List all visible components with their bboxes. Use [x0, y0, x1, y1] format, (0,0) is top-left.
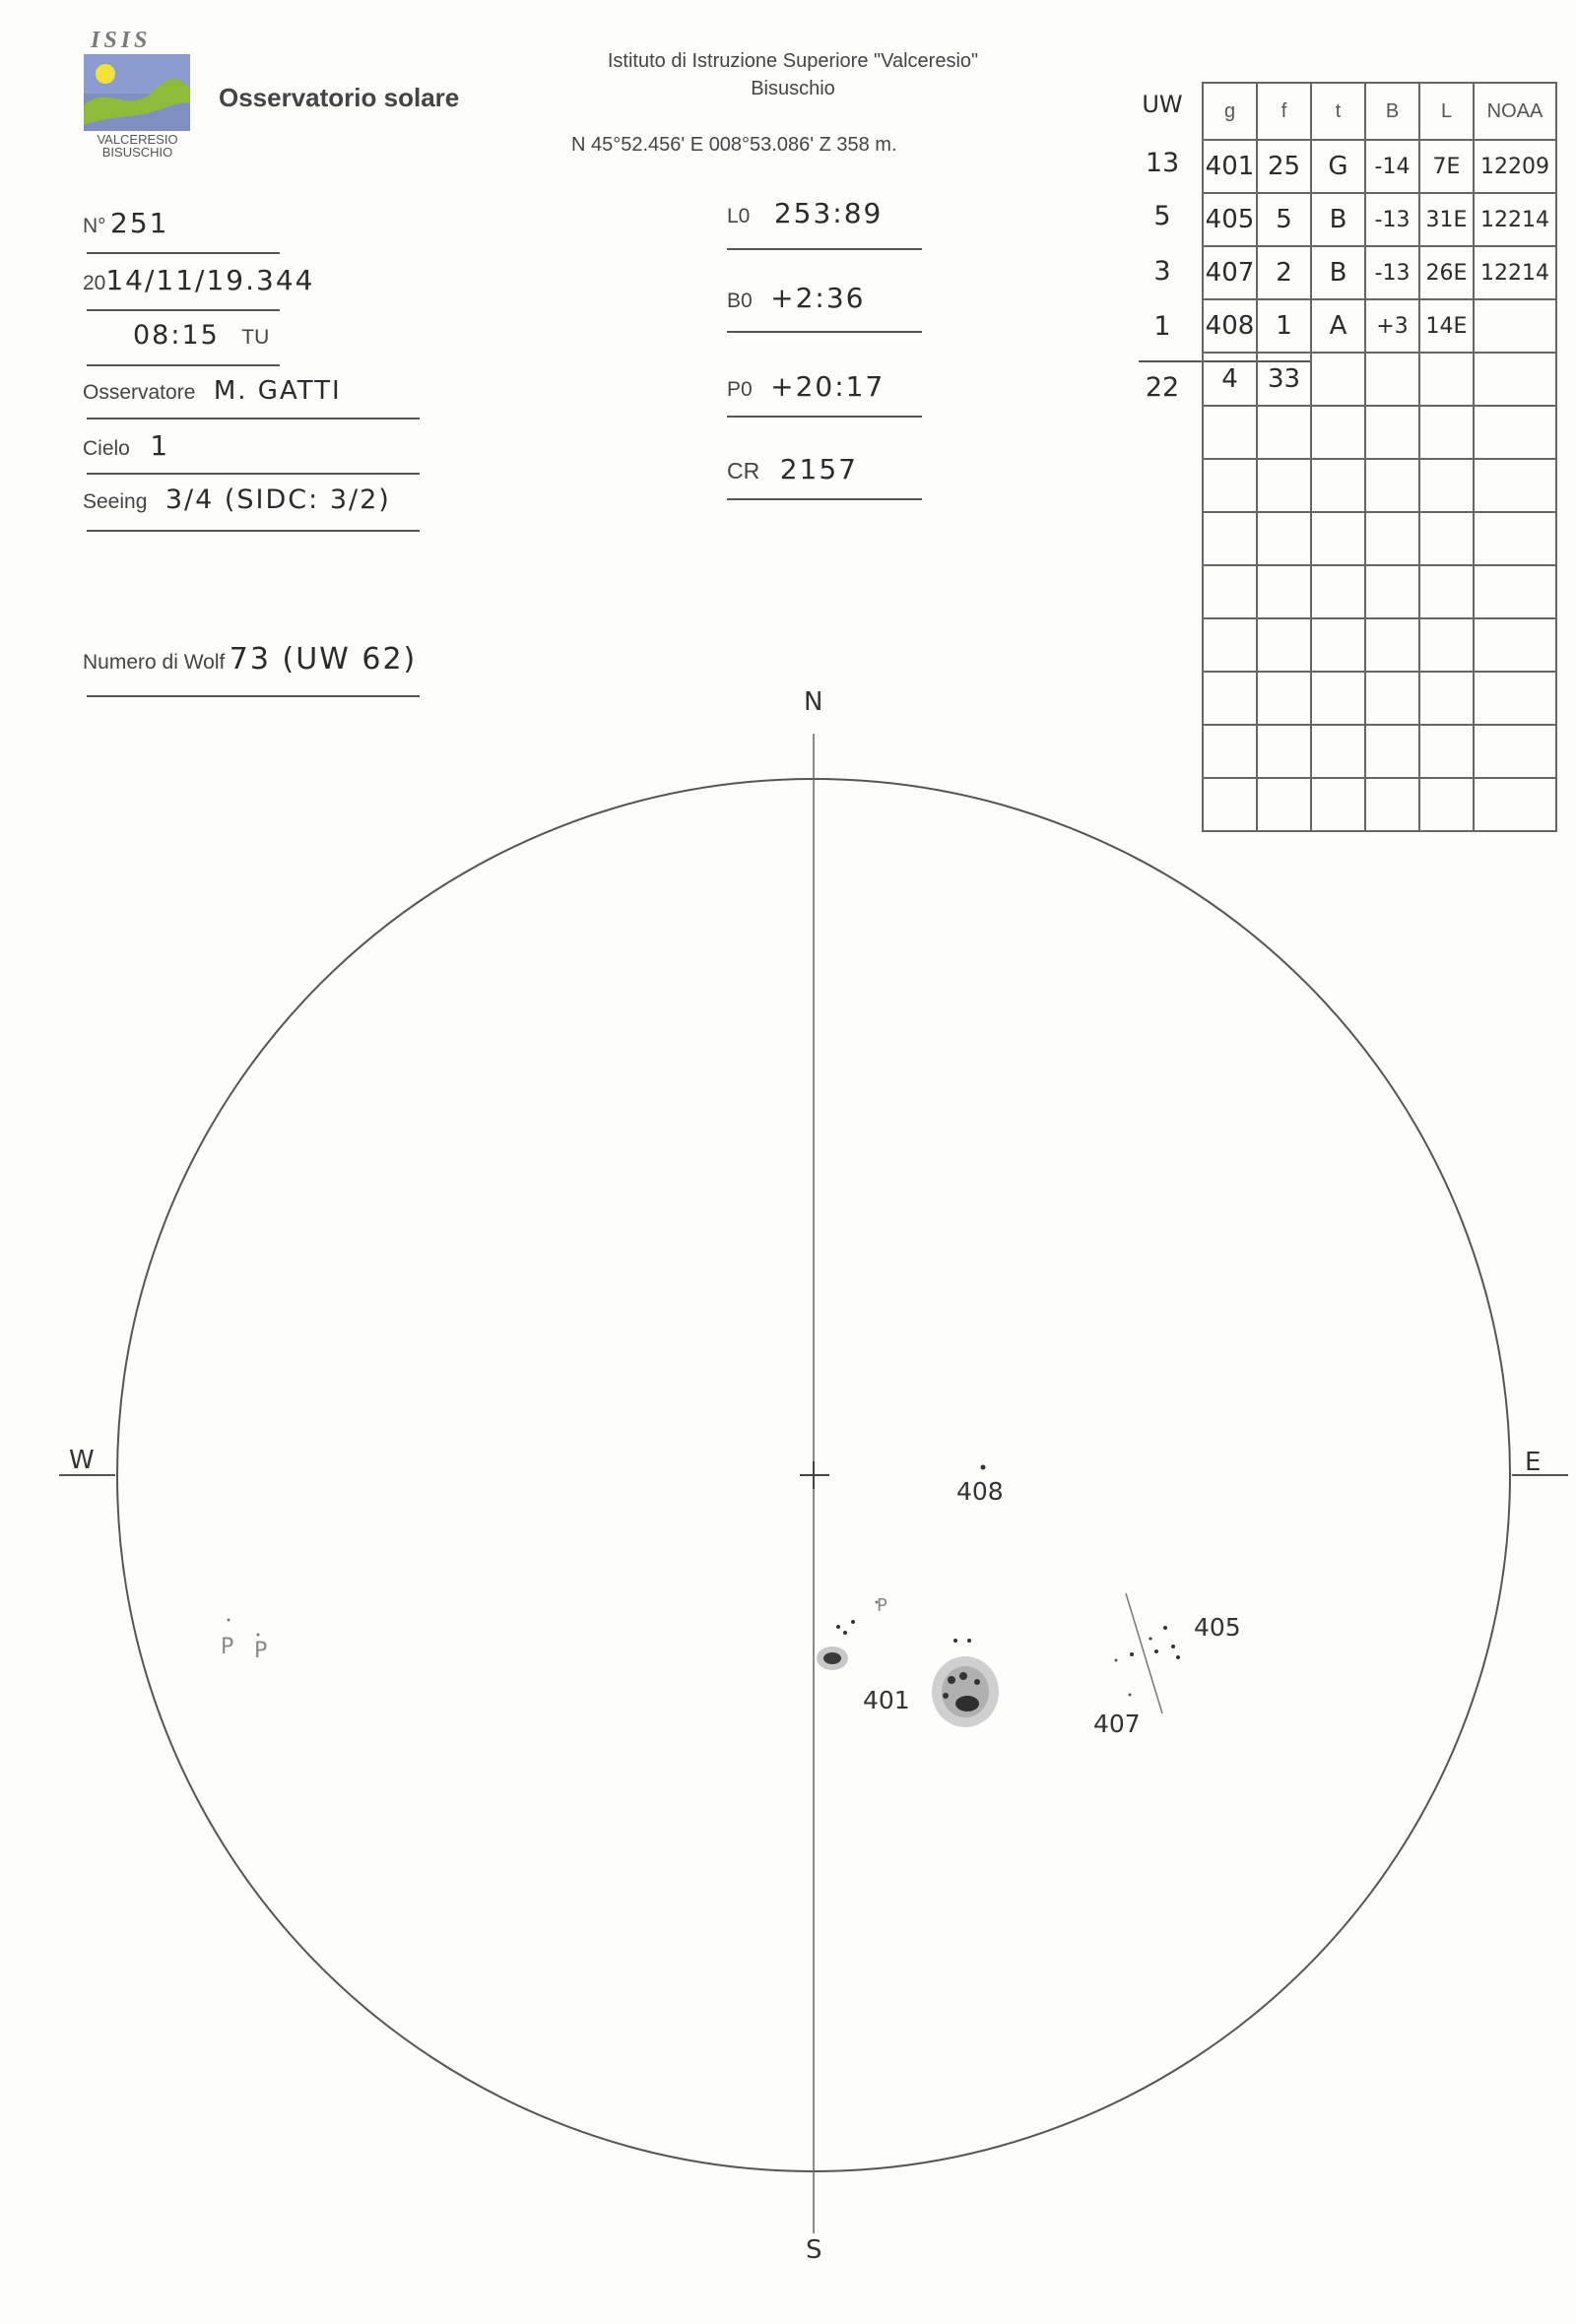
b0-value: +2:36	[770, 282, 866, 314]
date-value: 14/11/19.344	[105, 264, 315, 296]
group-401-label: 401	[863, 1686, 910, 1714]
cell-l: 7E	[1419, 140, 1474, 193]
station-coordinates: N 45°52.456' E 008°53.086' Z 358 m.	[571, 134, 897, 156]
sunspot-401-small	[967, 1639, 971, 1643]
header-t: t	[1311, 83, 1365, 140]
group-408-label: 408	[956, 1477, 1004, 1506]
uw-header: UW	[1142, 91, 1183, 118]
seeing-label: Seeing	[83, 490, 148, 513]
pore-mark: P	[254, 1639, 268, 1663]
sunspot-401-follower-spot	[959, 1672, 967, 1680]
p0-value: +20:17	[770, 370, 886, 403]
observer-value: M. GATTI	[213, 376, 342, 406]
east-label: E	[1525, 1448, 1542, 1477]
group-405-label: 405	[1194, 1613, 1241, 1642]
seeing-value: 3/4 (SIDC: 3/2)	[164, 484, 391, 515]
sky-label: Cielo	[83, 437, 130, 460]
sunspot-401-follower-spot	[943, 1693, 949, 1699]
cell-noaa: 12214	[1474, 246, 1556, 299]
page-title: Osservatorio solare	[219, 83, 460, 112]
header-l: L	[1419, 83, 1474, 140]
cell-g: 408	[1203, 299, 1257, 353]
sunspot-401-follower-umbra	[955, 1696, 979, 1711]
total-f: 33	[1257, 353, 1311, 406]
cell-f: 1	[1257, 299, 1311, 353]
header-f: f	[1257, 83, 1311, 140]
observer-label: Osservatore	[83, 381, 196, 404]
cell-g: 405	[1203, 193, 1257, 246]
header-b: B	[1365, 83, 1419, 140]
cr-label: CR	[727, 458, 760, 484]
cell-f: 2	[1257, 246, 1311, 299]
pore-mark: P	[221, 1635, 234, 1659]
header-g: g	[1203, 83, 1257, 140]
observation-number-label: N°	[83, 215, 106, 237]
sunspot-407	[1129, 1694, 1132, 1697]
cell-noaa: 12214	[1474, 193, 1556, 246]
sunspot-408	[981, 1465, 986, 1470]
south-label: S	[806, 2235, 822, 2265]
uw-row-2: 5	[1153, 201, 1171, 231]
institute-line-1: Istituto di Istruzione Superiore "Valceresio"	[607, 50, 979, 72]
date-prefix: 20	[83, 272, 106, 294]
sunspot-401-small	[953, 1639, 957, 1643]
sunspot-401-follower-spot	[974, 1679, 980, 1685]
logo-wordmark: ISIS	[91, 28, 152, 53]
north-label: N	[804, 687, 823, 717]
cell-t: G	[1311, 140, 1365, 193]
wolf-number-value: 73 (UW 62)	[229, 642, 418, 677]
facula-dot	[228, 1619, 230, 1622]
time-value: 08:15	[133, 320, 220, 351]
wolf-number-label: Numero di Wolf	[83, 651, 226, 674]
p0-label: P0	[727, 378, 753, 401]
cell-t: A	[1311, 299, 1365, 353]
header-noaa: NOAA	[1474, 83, 1556, 140]
sunspot-405	[1154, 1649, 1158, 1653]
sunspot-405	[1176, 1655, 1180, 1659]
sunspot-401-follower-spot	[948, 1676, 955, 1684]
cell-l: 26E	[1419, 246, 1474, 299]
cell-f: 25	[1257, 140, 1311, 193]
sky-value: 1	[150, 429, 170, 462]
group-407-label: 407	[1093, 1710, 1141, 1738]
sunspot-405	[1171, 1645, 1175, 1648]
cell-b: -14	[1365, 140, 1419, 193]
west-label: W	[69, 1446, 95, 1475]
l0-label: L0	[727, 205, 751, 227]
cr-value: 2157	[779, 453, 858, 485]
logo-subtitle: VALCERESIO BISUSCHIO	[97, 132, 178, 160]
uw-row-4: 1	[1153, 311, 1171, 342]
cell-b: -13	[1365, 193, 1419, 246]
cell-noaa: 12209	[1474, 140, 1556, 193]
cell-f: 5	[1257, 193, 1311, 246]
sunspot-405	[1163, 1626, 1167, 1630]
time-unit: TU	[241, 326, 270, 349]
cell-t: B	[1311, 246, 1365, 299]
observation-number-value: 251	[110, 207, 169, 239]
pore-mark: P	[877, 1595, 887, 1616]
institute-line-2: Bisuschio	[751, 78, 835, 99]
sunspot-401-leader-umbra	[823, 1652, 841, 1664]
uw-row-1: 13	[1145, 148, 1180, 178]
b0-label: B0	[727, 290, 753, 312]
l0-value: 253:89	[773, 197, 884, 229]
uw-total: 22	[1145, 372, 1180, 403]
sunspot-401-small	[851, 1620, 855, 1624]
cell-g: 401	[1203, 140, 1257, 193]
cell-t: B	[1311, 193, 1365, 246]
cell-l: 31E	[1419, 193, 1474, 246]
facula-dot	[257, 1634, 260, 1637]
sunspot-407	[1130, 1652, 1134, 1656]
cell-b: +3	[1365, 299, 1419, 353]
cell-g: 407	[1203, 246, 1257, 299]
cell-b: -13	[1365, 246, 1419, 299]
uw-row-3: 3	[1153, 256, 1171, 287]
sunspot-407	[1115, 1659, 1118, 1662]
sunspot-405	[1149, 1638, 1152, 1641]
cell-l: 14E	[1419, 299, 1474, 353]
sunspot-401-small	[843, 1631, 847, 1635]
total-g: 4	[1203, 353, 1257, 406]
sunspot-401-small	[836, 1625, 840, 1629]
